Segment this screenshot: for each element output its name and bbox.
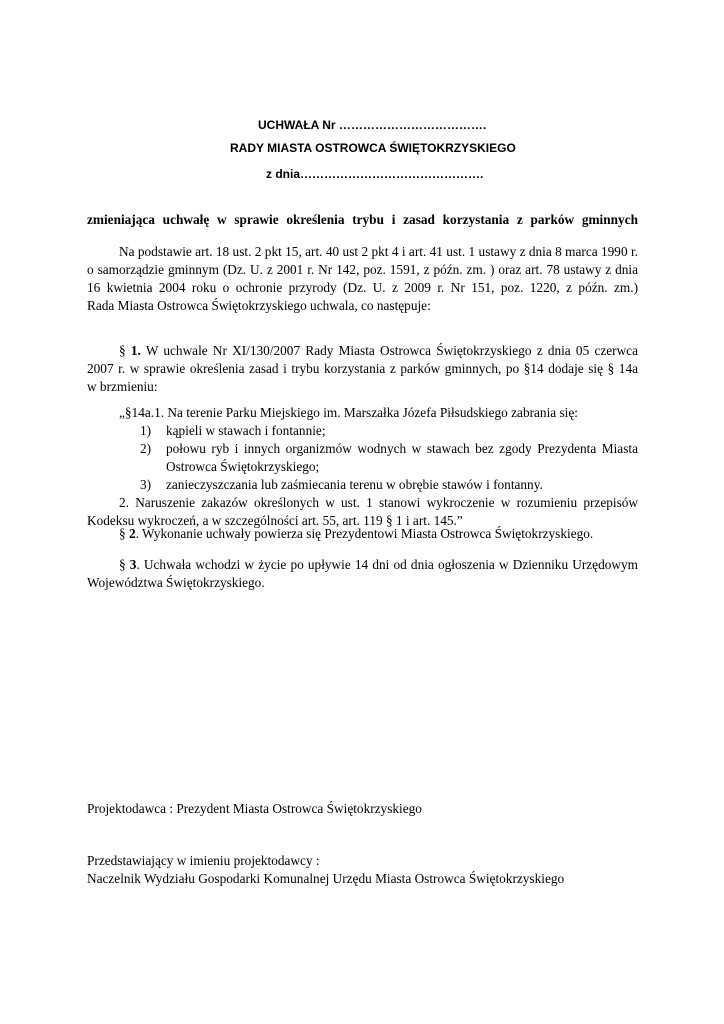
quote-intro: „§14a.1. Na terenie Parku Miejskiego im. Marszałka Józefa Piłsudskiego zabrania się: (119, 405, 578, 420)
section-sign: § (119, 343, 131, 358)
list-number: 3) (140, 477, 152, 492)
section-sign: § (119, 557, 130, 572)
list-number: 1) (140, 423, 152, 438)
preamble (87, 243, 638, 315)
section-text: w brzmieniu: (87, 379, 158, 394)
section-number: 1. (130, 343, 141, 358)
list-number: 2) (140, 441, 152, 456)
resolution-number: UCHWAŁA Nr ………………………………. (258, 118, 487, 132)
preamble-line: 16 kwietnia 2004 roku o ochronie przyrody (Dz. U. z 2009 r. Nr 151, poz. 1220, z późn. zm.) (87, 280, 638, 295)
preamble-line: o samorządzie gminnym (Dz. U. z 2001 r. Nr 142, poz. 1591, z późn. zm. ) oraz art. 78 ustawy z dnia (87, 262, 638, 277)
section-text: . Wykonanie uchwały powierza się Prezydentowi Miasta Ostrowca Świętokrzyskiego. (135, 526, 594, 541)
section-text: Województwa Świętokrzyskiego. (87, 575, 265, 590)
council-name: RADY MIASTA OSTROWCA ŚWIĘTOKRZYSKIEGO (230, 141, 516, 155)
author: Projektodawca : Prezydent Miasta Ostrowca Świętokrzyskiego (87, 801, 422, 816)
section-1 (87, 342, 638, 396)
section-sign: § (119, 526, 129, 541)
list-text: kąpieli w stawach i fontannie; (166, 423, 326, 438)
presenter-label: Przedstawiający w imieniu projektodawcy : (87, 853, 320, 868)
section-number: 2 (128, 526, 136, 541)
presenter: Naczelnik Wydziału Gospodarki Komunalnej Urzędu Miasta Ostrowca Świętokrzyskiego (87, 871, 565, 886)
section-2 (119, 525, 593, 543)
list-item (87, 422, 638, 440)
quote-paragraph: Kodeksu wykroczeń, a w szczególności art. 55, art. 119 § 1 i art. 145.” (87, 513, 463, 528)
list-text: Ostrowca Świętokrzyskiego; (166, 459, 320, 474)
amendment-quote (87, 404, 638, 530)
section-3 (87, 556, 638, 592)
section-text: 2007 r. w sprawie określenia zasad i trybu korzystania z parków gminnych, po §14 dodaje się § 14a (87, 361, 638, 376)
list-item (87, 476, 638, 494)
preamble-line: Na podstawie art. 18 ust. 2 pkt 15, art. 40 ust 2 pkt 4 i art. 41 ust. 1 ustawy z dnia 8 marca 1990 r. (119, 244, 638, 259)
section-number: 3 (129, 557, 137, 572)
quote-paragraph: 2. Naruszenie zakazów określonych w ust. 1 stanowi wykroczenie w rozumieniu przepisów (119, 495, 638, 510)
list-text: połowu ryb i innych organizmów wodnych w stawach bez zgody Prezydenta Miasta (166, 441, 638, 456)
list-item (87, 440, 638, 476)
preamble-line: Rada Miasta Ostrowca Świętokrzyskiego uchwala, co następuje: (87, 298, 431, 313)
resolution-date: z dnia………………………………………. (266, 167, 484, 181)
resolution-subject: zmieniająca uchwałę w sprawie określenia trybu i zasad korzystania z parków gminnych (87, 212, 638, 227)
section-text: W uchwale Nr XI/130/2007 Rady Miasta Ostrowca Świętokrzyskiego z dnia 05 czerwca (140, 343, 638, 358)
list-text: zanieczyszczania lub zaśmiecania terenu w obrębie stawów i fontanny. (166, 477, 543, 492)
section-text: . Uchwała wchodzi w życie po upływie 14 dni od dnia ogłoszenia w Dzienniku Urzędowym (136, 557, 638, 572)
